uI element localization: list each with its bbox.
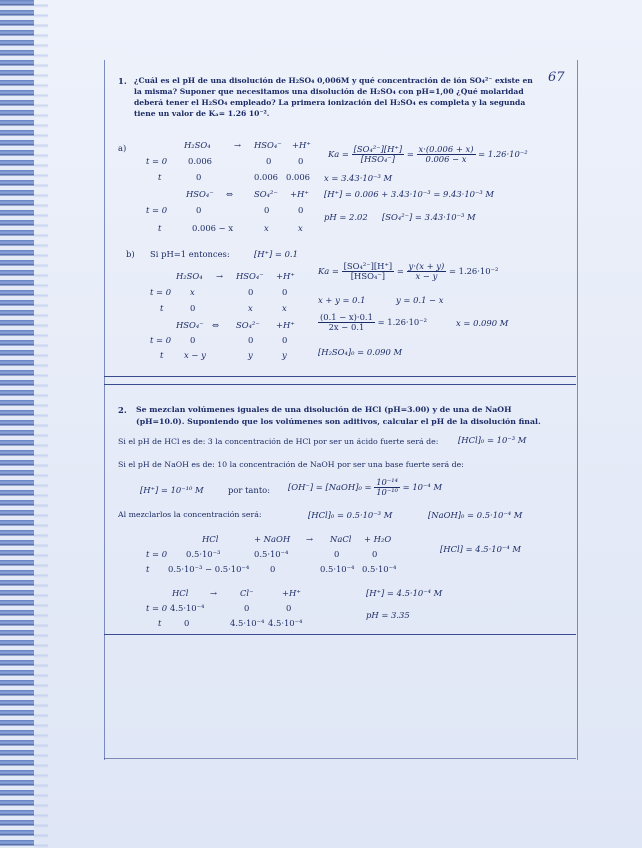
a-t0-1-c1: 0.006 [188,156,212,166]
problem1-line4: tiene un valor de Kₐ= 1.26 10⁻². [134,109,270,118]
b-eq2-c1: ⇔ [212,320,220,330]
b-t0-2-c3: 0 [282,335,288,345]
a-eq2-c0: HSO₄⁻ [186,189,214,199]
p2-eq1-t-c0: t [146,564,150,574]
a-t-1-c0: t [158,172,162,182]
b-fraction-expression [318,313,427,332]
b-y: y = 0.1 − x [396,295,444,305]
ka-fraction [352,145,405,164]
p2-line1-value: [HCl]₀ = 10⁻³ M [458,435,527,445]
p2-oh-expression [288,478,442,497]
p2-eq2-t-c3: 4.5·10⁻⁴ [268,618,303,628]
p2-hcl-final: [HCl] = 4.5·10⁻⁴ M [440,544,521,554]
b-eq2-c3: +H⁺ [276,320,295,330]
b-intro: Si pH=1 entonces: [150,249,230,259]
a-eq1-c1: → [234,140,242,150]
oh-fraction [374,478,400,497]
a-eq1-c0: H₂SO₄ [184,140,211,150]
p2-eq1-t-c1: 0.5·10⁻³ − 0.5·10⁻⁴ [168,564,250,574]
b-t0-2-c2: 0 [248,335,254,345]
b-t-1-c0: t [160,303,164,313]
p2-eq2-t0-c2: 0 [244,603,250,613]
b-eq1-c3: +H⁺ [276,271,295,281]
p2-mix-intro: Al mezclarlos la concentración será: [118,510,262,519]
b-t-2-c0: t [160,350,164,360]
b-frac-den: 2x − 0.1 [328,322,365,332]
p2-eq1-t-c2: 0 [270,564,276,574]
p2-eq2-c1: → [210,588,218,598]
a-t0-1-c3: 0 [298,156,304,166]
ka-result: = 1.26·10⁻² [478,149,528,159]
ka-num: [SO₄²⁻][H⁺] [353,144,403,154]
a-t0-1-c2: 0 [266,156,272,166]
b-eq1-c0: H₂SO₄ [176,271,203,281]
b-frac-result: = 1.26·10⁻² [377,317,428,327]
b-ka-fraction2 [407,262,447,281]
p2-h-final: [H⁺] = 4.5·10⁻⁴ M [366,588,443,598]
problem1-number: 1. [118,76,127,86]
part-b-label: b) [126,249,135,259]
problem1-line3: deberá tener el H₂SO₄ empleado? La primera ionización del H₂SO₄ es completa y la segunda [134,98,526,107]
p2-eq1-c2: → [306,534,314,544]
problem2-line2: (pH=10.0). Suponiendo que los volúmenes son aditivos, calcular el pH de la disolución final. [136,417,541,426]
ph-a: pH = 2.02 [324,212,368,222]
p2-h-eq: [H⁺] = 10⁻¹⁰ M [140,485,204,495]
a-t0-2-c3: 0 [298,205,304,215]
a-t-2-c2: x [264,223,269,233]
b-ka-result: = 1.26·10⁻² [448,266,499,276]
b-t-2-c2: y [248,350,253,360]
ka-den: [HSO₄⁻] [360,154,395,164]
a-t0-2-c0: t = 0 [146,205,168,215]
p2-eq1-c1: + NaOH [254,534,291,544]
problem2-number: 2. [118,405,127,415]
binding-holes [34,0,48,848]
b-t0-2-c0: t = 0 [150,335,172,345]
b-ka-fraction [342,262,395,281]
p2-eq1-t0-c3: 0 [334,549,340,559]
b-eq2-c2: SO₄²⁻ [236,320,260,330]
p2-por-tanto: por tanto: [228,485,271,495]
b-t-2-c3: y [282,350,287,360]
p2-eq1-t0-c2: 0.5·10⁻⁴ [254,549,289,559]
b-h: [H⁺] = 0.1 [254,249,298,259]
a-t0-2-c1: 0 [196,205,202,215]
b-t-1-c2: x [248,303,253,313]
b-ka-num: [SO₄²⁻][H⁺] [343,261,393,271]
p2-eq2-t-c1: 0 [184,618,190,628]
x-value: x = 3.43·10⁻³ M [324,173,393,183]
b-t0-1-c0: t = 0 [150,287,172,297]
ka-expression [328,145,528,164]
p2-mix-naoh: [NaOH]₀ = 0.5·10⁻⁴ M [428,510,523,520]
p2-eq2-t-c2: 4.5·10⁻⁴ [230,618,265,628]
problem2-line1: Se mezclan volúmenes iguales de una disolución de HCl (pH=3.00) y de una de NaOH [136,405,512,414]
spiral-binding [0,0,34,848]
separator-problem2-end [104,634,576,635]
b-eq1-c1: → [216,271,224,281]
b-sum: x + y = 0.1 [318,295,366,305]
ka-fraction2 [417,145,476,164]
p2-eq2-c3: +H⁺ [282,588,301,598]
a-t0-1-c0: t = 0 [146,156,168,166]
a-t-1-c1: 0 [196,172,202,182]
b-ka-left: Ka = [318,266,339,276]
b-eq2-c0: HSO₄⁻ [176,320,204,330]
a-t-2-c0: t [158,223,162,233]
b-final: [H₂SO₄]₀ = 0.090 M [318,347,403,357]
b-ka-den2: x − y [415,271,438,281]
ka-mid: = [406,149,414,159]
p2-eq2-t0-c3: 0 [286,603,292,613]
b-t0-2-c1: 0 [190,335,196,345]
p2-eq2-t-c0: t [158,618,162,628]
b-x: x = 0.090 M [456,318,509,328]
b-t-1-c1: 0 [190,303,196,313]
b-frac-num: (0.1 − x)·0.1 [320,312,373,322]
b-t0-1-c1: x [190,287,195,297]
so4-a: [SO₄²⁻] = 3.43·10⁻³ M [382,212,476,222]
a-eq1-c3: +H⁺ [292,140,311,150]
a-t0-2-c2: 0 [264,205,270,215]
a-eq1-c2: HSO₄⁻ [254,140,282,150]
p2-eq1-t0-c1: 0.5·10⁻³ [186,549,221,559]
p2-mix-hcl: [HCl]₀ = 0.5·10⁻³ M [308,510,393,520]
separator-top [104,376,576,377]
frame-bottom-line [104,758,576,759]
b-t-2-c1: x − y [184,350,206,360]
b-ka-den: [HSO₄⁻] [350,271,385,281]
p2-eq1-c0: HCl [202,534,219,544]
problem1-line2: la misma? Suponer que necesitamos una disolución de H₂SO₄ con pH=1,00 ¿Qué molaridad [134,87,524,96]
oh-left: [OH⁻] = [NaOH]₀ = [288,482,372,492]
b-ka-num2: y·(x + y) [408,261,445,271]
a-t-2-c3: x [298,223,303,233]
oh-result: = 10⁻⁴ M [402,482,443,492]
a-t-1-c3: 0.006 [286,172,310,182]
a-t-1-c2: 0.006 [254,172,278,182]
b-t0-1-c2: 0 [248,287,254,297]
part-a-label: a) [118,143,127,153]
a-eq2-c3: +H⁺ [290,189,309,199]
oh-den: 10⁻¹⁰ [376,487,398,497]
ka-left: Ka = [328,149,349,159]
p2-eq1-t-c3: 0.5·10⁻⁴ [320,564,355,574]
problem1-line1: ¿Cuál es el pH de una disolución de H₂SO₄ 0,006M y qué concentración de ión SO₄²⁻ existe en [134,76,533,85]
a-eq2-c1: ⇔ [226,189,234,199]
p2-eq2-c0: HCl [172,588,189,598]
b-t-1-c3: x [282,303,287,313]
separator-bottom [104,384,576,385]
b-ka-mid: = [396,266,404,276]
p2-eq2-t0-c1: 4.5·10⁻⁴ [170,603,205,613]
p2-eq2-c2: Cl⁻ [240,588,254,598]
page-number: 67 [548,70,565,85]
p2-eq1-t0-c4: 0 [372,549,378,559]
ka-den2: 0.006 − x [425,154,467,164]
b-t0-1-c3: 0 [282,287,288,297]
p2-eq1-t-c4: 0.5·10⁻⁴ [362,564,397,574]
p2-line2: Si el pH de NaOH es de: 10 la concentración de NaOH por ser una base fuerte será de: [118,460,464,469]
oh-num: 10⁻¹⁴ [376,477,398,487]
b-ka-expression [318,262,498,281]
b-eq1-c2: HSO₄⁻ [236,271,264,281]
p2-eq1-t0-c0: t = 0 [146,549,168,559]
b-fraction [318,313,375,332]
a-t-2-c1: 0.006 − x [192,223,234,233]
p2-line1: Si el pH de HCl es de: 3 la concentración de HCl por ser un ácido fuerte será de: [118,437,439,446]
p2-eq2-t0-c0: t = 0 [146,603,168,613]
ka-num2: x·(0.006 + x) [418,144,474,154]
p2-ph-final: pH = 3.35 [366,610,410,620]
p2-eq1-c4: + H₂O [364,534,392,544]
a-eq2-c2: SO₄²⁻ [254,189,278,199]
p2-eq1-c3: NaCl [330,534,352,544]
h-conc: [H⁺] = 0.006 + 3.43·10⁻³ = 9.43·10⁻³ M [324,189,494,199]
